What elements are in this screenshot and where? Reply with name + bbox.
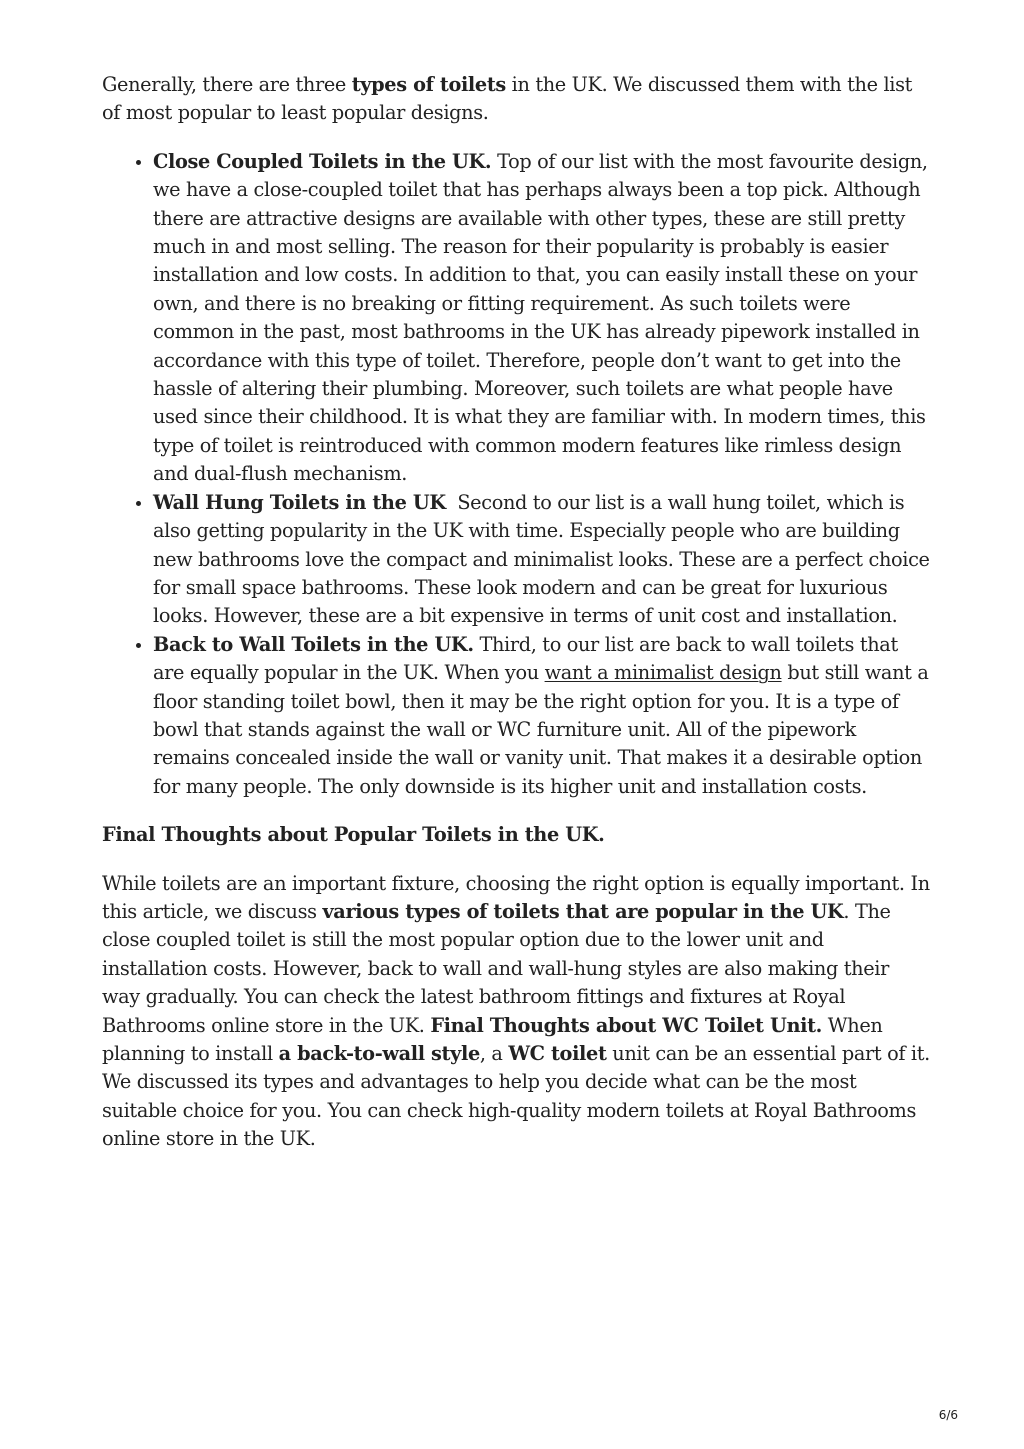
list-item-back-to-wall	[153, 631, 932, 801]
final-thoughts-heading: Final Thoughts about Popular Toilets in the UK.	[102, 823, 605, 847]
intro-bold-types-of-toilets: types of toilets	[351, 73, 506, 96]
intro-text: in the UK. We discussed them with the list of most popular to least popular designs.	[102, 73, 913, 125]
final-text: When planning to install	[102, 1013, 883, 1065]
list-item-close-coupled	[153, 148, 932, 489]
final-bold: a back-to-wall style	[278, 1042, 480, 1065]
final-text: unit can be an essential part of it. We discussed its types and advantages to help you decide what can be the most suitable choice for you. You can check high-quality modern toilets at Royal Bathrooms online store in the UK.	[102, 1042, 930, 1151]
intro-paragraph	[102, 71, 932, 128]
list-item-title: Wall Hung Toilets in the UK	[153, 490, 446, 514]
toilet-types-list	[102, 148, 936, 801]
page-number: 6/6	[938, 1408, 958, 1422]
final-bold: WC toilet	[508, 1042, 607, 1065]
minimalist-design-link[interactable]: want a minimalist design	[544, 661, 782, 685]
intro-text: Generally, there are three	[102, 73, 352, 96]
list-item-title: Back to Wall Toilets in the UK.	[153, 632, 474, 656]
list-item-body: Second to our list is a wall hung toilet, which is also getting popularity in the UK with time. Especially people who are building new bathrooms love the compact and minimalist looks. These are a perfect choice for small space bathrooms. These look modern and can be great for luxurious looks. However, these are a bit expensive in terms of unit cost and installation.	[153, 490, 936, 628]
list-item-title: Close Coupled Toilets in the UK.	[153, 149, 492, 173]
list-item-body: but still want a floor standing toilet bowl, then it may be the right option for you. It is a type of bowl that stands against the wall or WC furniture unit. All of the pipework remains concealed inside the wall or vanity unit. That makes it a desirable option for many people. The only downside is its higher unit and installation costs.	[153, 661, 929, 798]
list-item-wall-hung	[153, 489, 936, 631]
list-item-body: Third, to our list are back to wall toilets that are equally popular in the UK. When you	[153, 632, 898, 685]
final-text: , a	[479, 1042, 509, 1065]
final-bold: Final Thoughts about WC Toilet Unit.	[430, 1013, 823, 1037]
final-paragraph	[102, 870, 932, 1154]
final-text: . The close coupled toilet is still the most popular option due to the lower unit and installation costs. However, back to wall and wall-hung styles are also making their way gradually. You can check the latest bathroom fittings and fixtures at Royal Bathrooms online store in the UK.	[102, 899, 891, 1037]
list-item-body: Top of our list with the most favourite design, we have a close-coupled toilet that has perhaps always been a top pick. Although there are attractive designs are available with other types, these are still pretty much in and most selling. The reason for their popularity is probably is easier installation and low costs. In addition to that, you can easily install these on your own, and there is no breaking or fitting requirement. As such toilets were common in the past, most bathrooms in the UK has already pipework installed in accordance with this type of toilet. Therefore, people don’t want to get into the hassle of altering their plumbing. Moreover, such toilets are what people have used since their childhood. It is what they are familiar with. In modern times, this type of toilet is reintroduced with common modern features like rimless design and dual-flush mechanism.	[153, 149, 928, 486]
final-text: While toilets are an important fixture, choosing the right option is equally important. In this article, we discuss	[102, 871, 930, 923]
article-content	[102, 71, 936, 1174]
final-bold: various types of toilets that are popular in the UK	[322, 899, 844, 923]
